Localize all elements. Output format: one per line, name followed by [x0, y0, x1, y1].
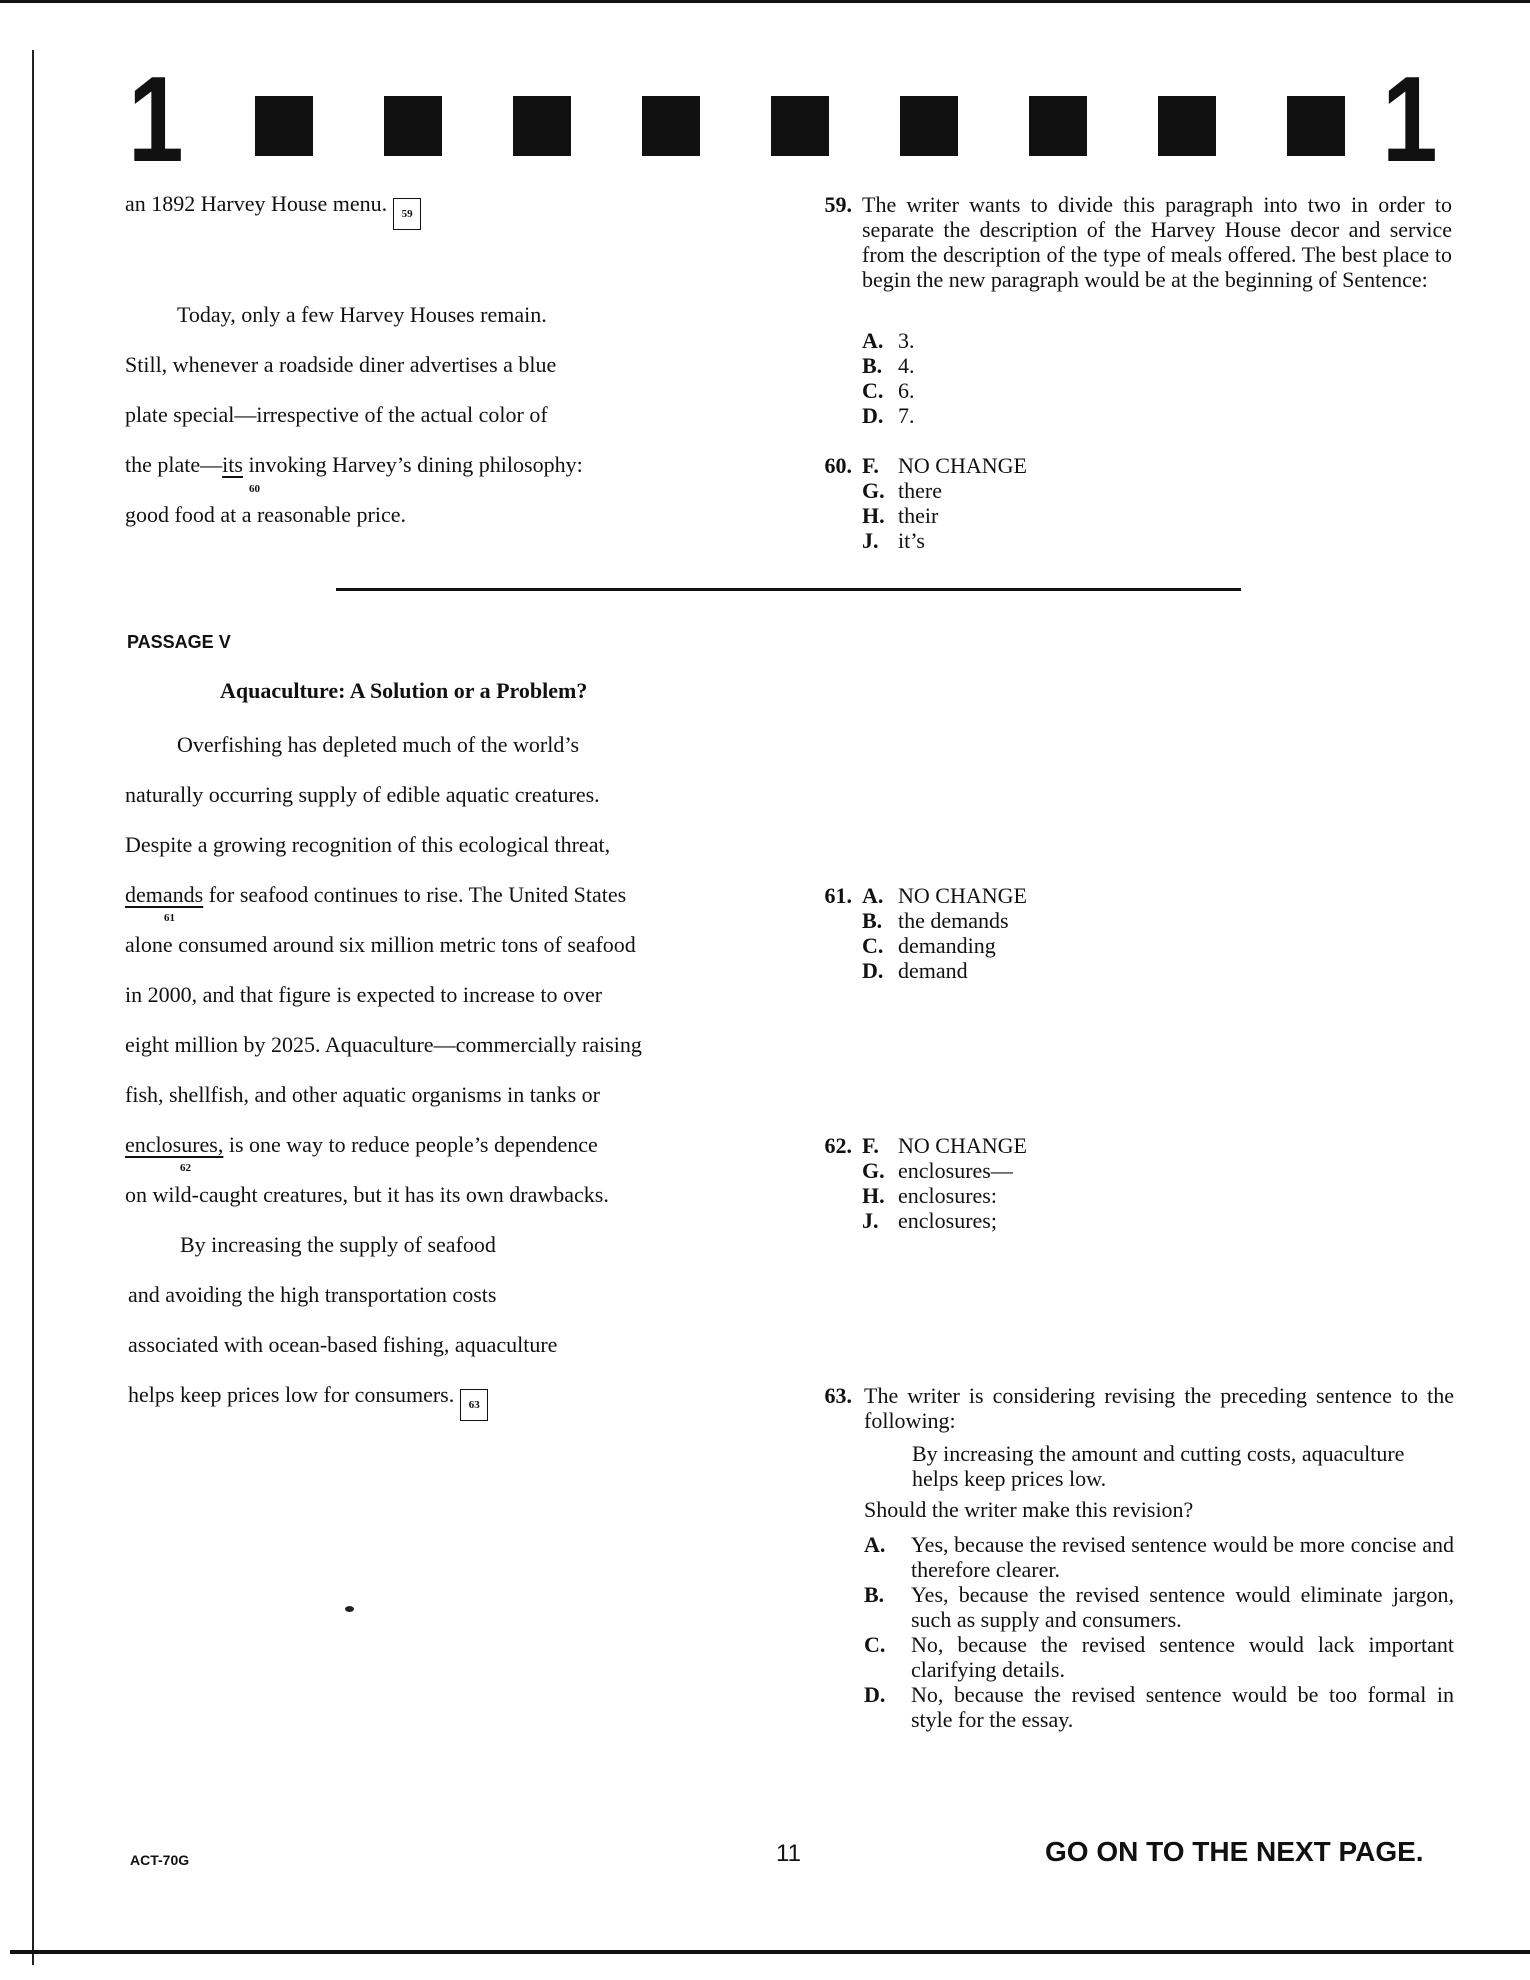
option-text: there: [898, 478, 942, 503]
banner-square: [642, 96, 700, 156]
passage-text: is one way to reduce people’s dependence: [223, 1132, 598, 1157]
option-text: No, because the revised sentence would lack important clarifying details.: [911, 1632, 1454, 1682]
option-text: 7.: [898, 403, 915, 428]
passage-line: fish, shellfish, and other aquatic organisms in tanks or: [125, 1082, 600, 1107]
option-text: enclosures;: [898, 1208, 997, 1233]
option-text: NO CHANGE: [898, 453, 1027, 478]
answer-option[interactable]: [862, 403, 915, 428]
go-on-instruction: GO ON TO THE NEXT PAGE.: [1045, 1836, 1424, 1867]
option-text: NO CHANGE: [898, 1133, 1027, 1158]
passage-divider: [336, 588, 1241, 591]
passage-text: an 1892 Harvey House menu.: [125, 191, 388, 216]
option-letter: B.: [864, 1582, 885, 1607]
banner-square: [1029, 96, 1087, 156]
passage-text: the plate—: [125, 452, 223, 477]
underlined-portion-62[interactable]: enclosures,: [125, 1132, 224, 1157]
answer-option[interactable]: [862, 883, 1027, 908]
passage-line: naturally occurring supply of edible aquatic creatures.: [125, 782, 600, 807]
banner-square: [513, 96, 571, 156]
answer-option[interactable]: [862, 1133, 1027, 1158]
option-text: 6.: [898, 378, 915, 403]
passage-line: [125, 192, 421, 230]
answer-option[interactable]: [862, 958, 968, 983]
form-code: ACT-70G: [130, 1852, 190, 1868]
answer-option[interactable]: [862, 353, 915, 378]
passage-line: Overfishing has depleted much of the world’s: [177, 732, 580, 757]
option-text: Yes, because the revised sentence would be more concise and therefore clearer.: [911, 1532, 1454, 1582]
revision-quote: By increasing the amount and cutting costs, aquaculture helps keep prices low.: [912, 1441, 1405, 1491]
answer-option[interactable]: [862, 453, 1027, 478]
top-rule: [0, 0, 1530, 3]
question-number-62: 62.: [824, 1133, 852, 1158]
answer-option[interactable]: [864, 1682, 1454, 1732]
option-letter: A.: [862, 328, 884, 353]
option-letter: D.: [862, 403, 884, 428]
option-letter: H.: [862, 503, 885, 528]
passage-line: Despite a growing recognition of this ecological threat,: [125, 832, 611, 857]
passage-text: invoking Harvey’s dining philosophy:: [242, 452, 583, 477]
question-number-63: 63.: [824, 1383, 852, 1408]
question-stem-63: The writer is considering revising the preceding sentence to the following:: [864, 1383, 1454, 1433]
passage-line: [125, 453, 583, 477]
passage-line: associated with ocean-based fishing, aquaculture: [128, 1332, 558, 1357]
passage-line: [125, 883, 626, 907]
option-text: the demands: [898, 908, 1009, 933]
banner-square: [1287, 96, 1345, 156]
option-text: 3.: [898, 328, 915, 353]
option-text: their: [898, 503, 939, 528]
passage-line: By increasing the supply of seafood: [180, 1232, 496, 1257]
option-text: No, because the revised sentence would be too formal in style for the essay.: [911, 1682, 1454, 1732]
question-box-63: 63: [460, 1389, 488, 1421]
page-number: 11: [776, 1840, 801, 1867]
passage-line: [125, 1133, 598, 1157]
option-text: enclosures—: [898, 1158, 1013, 1183]
section-number-right: 1: [1382, 51, 1438, 187]
underlined-portion-61[interactable]: demands: [125, 882, 204, 907]
option-letter: C.: [862, 933, 884, 958]
option-letter: J.: [862, 1208, 879, 1233]
option-letter: F.: [862, 453, 879, 478]
underline-number-60: 60: [249, 483, 260, 495]
option-letter: J.: [862, 528, 879, 553]
question-ask: Should the writer make this revision?: [864, 1497, 1194, 1522]
passage-line: [128, 1383, 488, 1421]
answer-option[interactable]: [862, 328, 915, 353]
question-stem-59: The writer wants to divide this paragraph into two in order to separate the description of the Harvey House decor and service from the description of the type of meals offered. The best place to begin the new paragraph would be at the beginning of Sentence:: [862, 192, 1452, 292]
underlined-portion-60[interactable]: its: [222, 452, 243, 477]
answer-option[interactable]: [862, 1208, 997, 1233]
option-text: demand: [898, 958, 968, 983]
answer-option[interactable]: [862, 378, 915, 403]
answer-option[interactable]: [862, 503, 938, 528]
left-margin-rule: [32, 50, 34, 1965]
passage-line: and avoiding the high transportation costs: [128, 1282, 497, 1307]
option-letter: D.: [864, 1682, 886, 1707]
answer-option[interactable]: [862, 1158, 1013, 1183]
answer-option[interactable]: [864, 1582, 1454, 1632]
answer-option[interactable]: [864, 1632, 1454, 1682]
section-banner-squares: [255, 96, 1345, 156]
section-number-left: 1: [128, 51, 184, 187]
option-letter: G.: [862, 1158, 885, 1183]
passage-line: Still, whenever a roadside diner advertises a blue: [125, 352, 557, 377]
passage-text: for seafood continues to rise. The United States: [203, 882, 627, 907]
question-number-61: 61.: [824, 883, 852, 908]
option-letter: H.: [862, 1183, 885, 1208]
passage-title: Aquaculture: A Solution or a Problem?: [220, 678, 588, 703]
passage-text: helps keep prices low for consumers.: [128, 1382, 455, 1407]
option-text: 4.: [898, 353, 915, 378]
passage-line: plate special—irrespective of the actual color of: [125, 402, 548, 427]
banner-square: [255, 96, 313, 156]
option-text: enclosures:: [898, 1183, 997, 1208]
ink-speck: [345, 1606, 354, 1612]
question-box-59: 59: [393, 198, 421, 230]
underline-number-62: 62: [180, 1162, 191, 1174]
option-letter: C.: [864, 1632, 886, 1657]
banner-square: [771, 96, 829, 156]
option-letter: C.: [862, 378, 884, 403]
banner-square: [384, 96, 442, 156]
passage-line: in 2000, and that figure is expected to increase to over: [125, 982, 603, 1007]
option-letter: A.: [862, 883, 884, 908]
passage-line: on wild-caught creatures, but it has its own drawbacks.: [125, 1182, 609, 1207]
passage-line: alone consumed around six million metric tons of seafood: [125, 932, 636, 957]
option-letter: A.: [864, 1532, 886, 1557]
bottom-rule: [10, 1950, 1530, 1954]
option-letter: D.: [862, 958, 884, 983]
answer-option[interactable]: [862, 908, 1009, 933]
passage-line: good food at a reasonable price.: [125, 502, 406, 527]
underline-number-61: 61: [164, 912, 175, 924]
question-number-59: 59.: [824, 192, 852, 217]
option-letter: F.: [862, 1133, 879, 1158]
passage-label: PASSAGE V: [127, 632, 231, 652]
option-text: it’s: [898, 528, 925, 553]
banner-square: [900, 96, 958, 156]
option-letter: B.: [862, 353, 883, 378]
option-text: NO CHANGE: [898, 883, 1027, 908]
answer-option[interactable]: [864, 1532, 1454, 1582]
answer-option[interactable]: [862, 478, 942, 503]
answer-option[interactable]: [862, 528, 925, 553]
passage-line: Today, only a few Harvey Houses remain.: [177, 302, 547, 327]
answer-option[interactable]: [862, 1183, 997, 1208]
answer-option[interactable]: [862, 933, 996, 958]
option-letter: B.: [862, 908, 883, 933]
option-text: Yes, because the revised sentence would eliminate jargon, such as supply and consumers.: [911, 1582, 1454, 1632]
passage-line: eight million by 2025. Aquaculture—commercially raising: [125, 1032, 642, 1057]
option-text: demanding: [898, 933, 996, 958]
banner-square: [1158, 96, 1216, 156]
question-number-60: 60.: [824, 453, 852, 478]
option-letter: G.: [862, 478, 885, 503]
